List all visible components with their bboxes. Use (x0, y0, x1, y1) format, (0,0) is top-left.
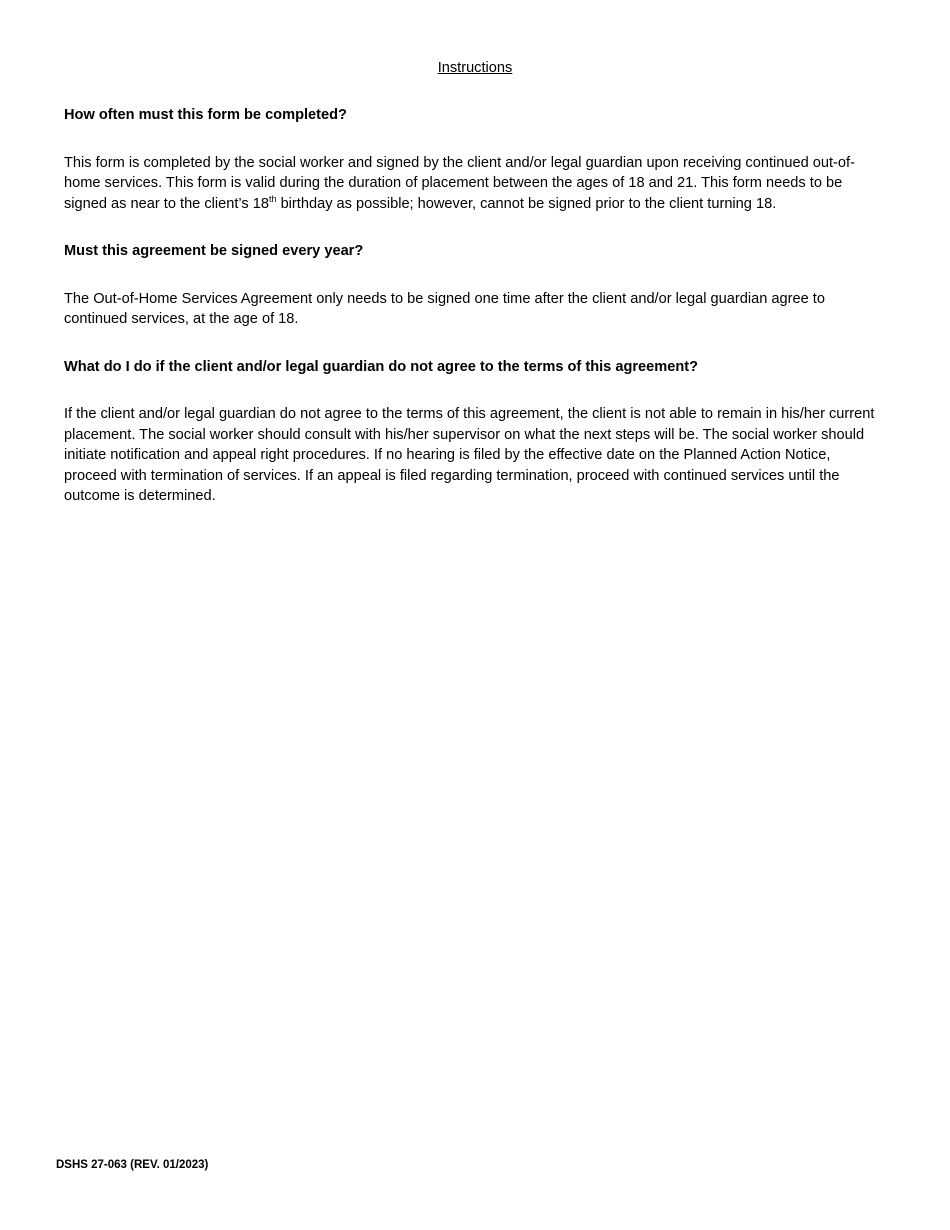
answer-how-often-text-2: birthday as possible; however, cannot be signed prior to the client turning 18. (276, 195, 777, 212)
question-every-year: Must this agreement be signed every year? (64, 243, 364, 259)
answer-do-not-agree: If the client and/or legal guardian do not agree to the terms of this agreement, the client is not able to remain in his/her current placement. The social worker should consult with his/her supervisor on what the next steps will be. The social worker should initiate notification and appeal right procedures. If no hearing is filed by the effective date on the Planned Action Notice, proceed with termination of services. If an appeal is filed regarding termination, proceed with continued services until the outcome is determined. (64, 406, 875, 504)
question-how-often: How often must this form be completed? (64, 107, 347, 123)
answer-how-often-text-1: This form is completed by the social worker and signed by the client and/or legal guardian upon receiving continued out-of-home services. This form is valid during the duration of placement between the ages of 18 and 21. This form needs to be signed as near to the client’s 18 (64, 154, 855, 212)
form-number-footer: DSHS 27-063 (REV. 01/2023) (56, 1159, 209, 1171)
answer-every-year: The Out-of-Home Services Agreement only needs to be signed one time after the client and/or legal guardian agree to continued services, at the age of 18. (64, 290, 825, 327)
question-do-not-agree: What do I do if the client and/or legal guardian do not agree to the terms of this agreement? (64, 358, 699, 375)
instructions-content (64, 105, 886, 534)
page-title: Instructions (437, 60, 513, 76)
answer-how-often (64, 153, 886, 215)
ordinal-superscript: th (269, 193, 277, 204)
